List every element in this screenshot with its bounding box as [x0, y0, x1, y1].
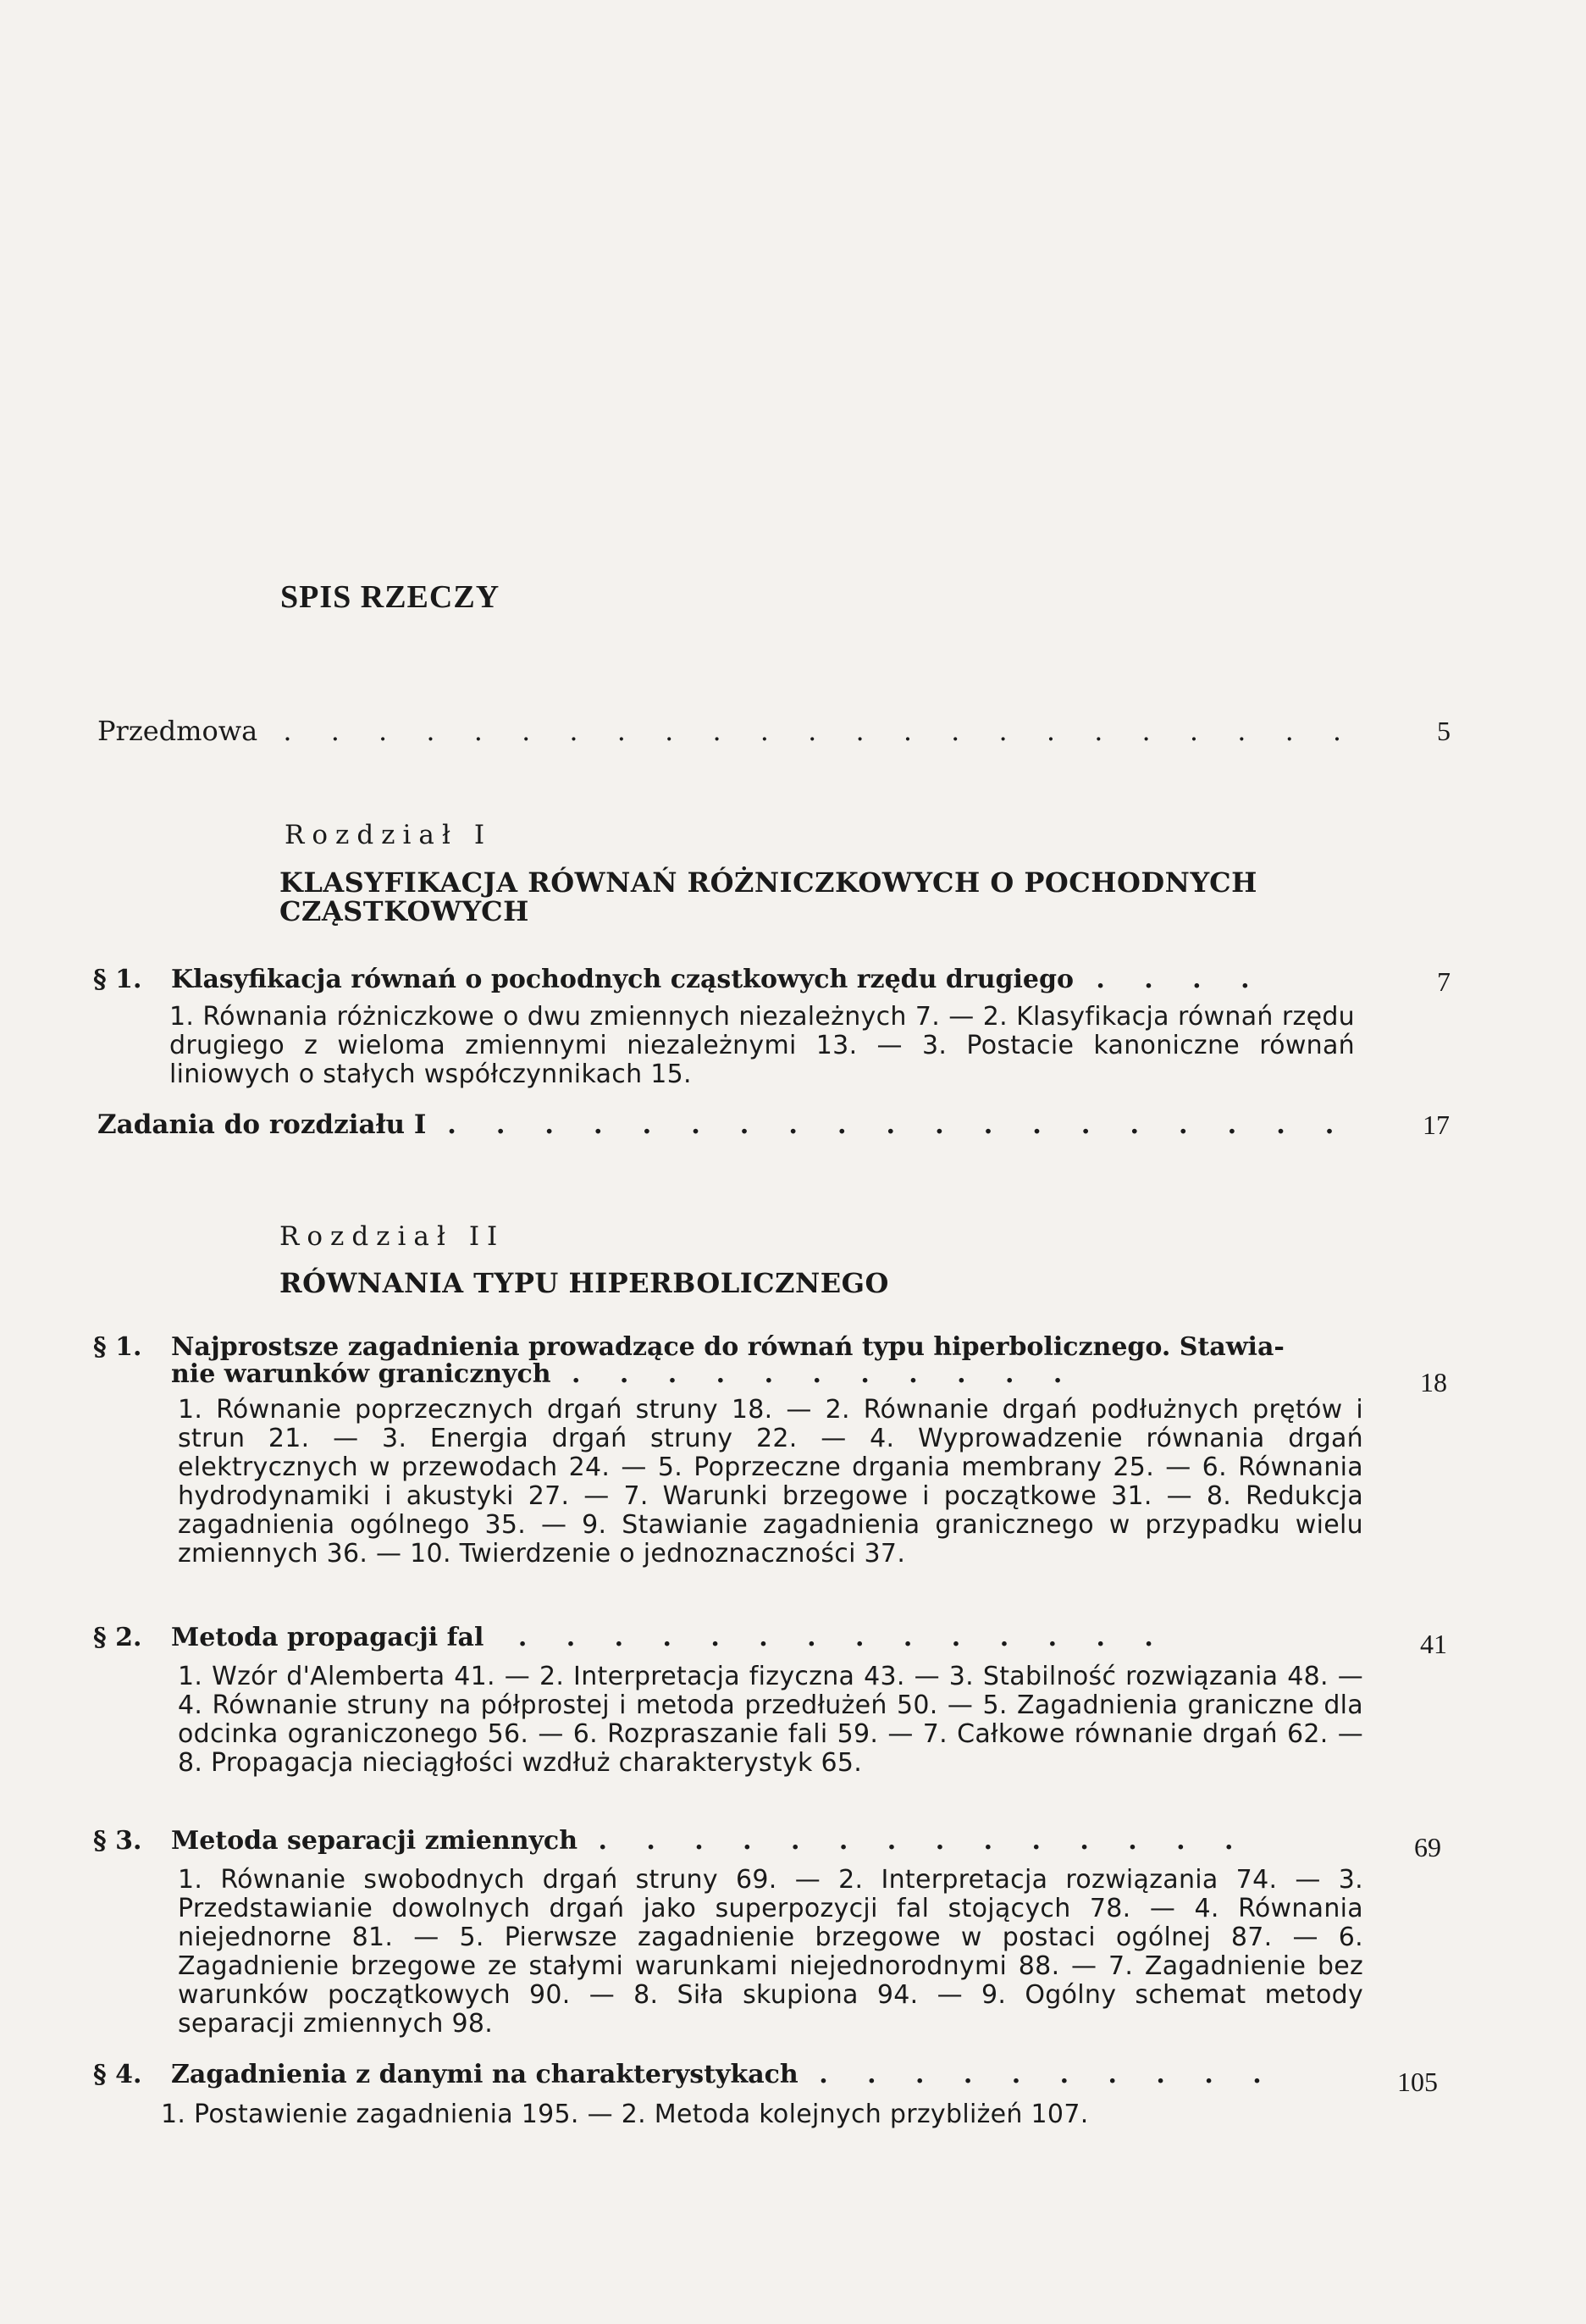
toc-entry-exercises[interactable]	[97, 1109, 1452, 1140]
section-number: § 3.	[93, 1826, 142, 1856]
leader-dots: . . . . . . . . . . . . . . . . . . . . . . .	[283, 715, 1357, 747]
toc-page-number: 7	[1437, 966, 1451, 997]
chapter-label: Rozdział II	[279, 1221, 506, 1252]
toc-section[interactable]	[93, 2061, 1355, 2089]
section-title: Najprostsze zagadnienia prowadzące do równań typu hiperbolicznego. Stawia-	[171, 1332, 1285, 1362]
section-title: Metoda propagacji fal	[171, 1623, 484, 1652]
leader-dots: . . . . . . . . . .	[819, 2060, 1277, 2089]
page-title: SPIS RZECZY	[280, 579, 500, 615]
toc-section[interactable]	[93, 1624, 1355, 1652]
section-number: § 1.	[93, 965, 142, 994]
chapter-title-line: RÓWNANIA TYPU HIPERBOLICZNEGO	[279, 1267, 889, 1299]
toc-section[interactable]	[93, 966, 1355, 993]
toc-page-number: 17	[1423, 1109, 1450, 1140]
chapter-title-line: KLASYFIKACJA RÓWNAŃ RÓŻNICZKOWYCH O POCHODNYCH	[279, 866, 1257, 899]
section-contents: 1. Równania różniczkowe o dwu zmiennych niezależnych 7. — 2. Klasyfikacja równań rzędu drugiego z wieloma zmiennymi niezależnymi 13. — 3. Postacie kanoniczne równań liniowych o stałych współczynnikach 15.	[169, 1002, 1355, 1089]
leader-dots: . . . .	[1096, 965, 1265, 994]
leader-dots: . . . . . . . . . . .	[572, 1359, 1078, 1389]
toc-entry-label: Przedmowa	[97, 715, 258, 747]
section-title: nie warunków granicznych	[171, 1359, 551, 1389]
chapter-title-line: CZĄSTKOWYCH	[279, 895, 529, 927]
toc-entry-label: Zadania do rozdziału I	[97, 1109, 427, 1140]
leader-dots: . . . . . . . . . . . . . . . . . . .	[447, 1109, 1350, 1140]
section-contents: 1. Równanie swobodnych drgań struny 69. — 2. Interpretacja rozwiązania 74. — 3. Przedstawianie dowolnych drgań jako superpozycji fal stojących 78. — 4. Równania niejednorne 81. — 5. Pierwsze zagadnienie brzegowe w postaci ogólnej 87. — 6. Zagadnienie brzegowe ze stałymi warunkami niejednorodnymi 88. — 7. Zagadnienie bez warunków początkowych 90. — 8. Siła skupiona 94. — 9. Ogólny schemat metody separacji zmiennych 98.	[178, 1865, 1363, 2039]
section-title: Metoda separacji zmiennych	[171, 1826, 578, 1856]
section-title: Zagadnienia z danymi na charakterystykach	[171, 2060, 799, 2089]
toc-page-number: 41	[1420, 1629, 1447, 1659]
chapter-label: Rozdział I	[285, 820, 493, 850]
section-contents: 1. Wzór d'Alemberta 41. — 2. Interpretacja fizyczna 43. — 3. Stabilność rozwiązania 48. — 4. Równanie struny na półprostej i metoda przedłużeń 50. — 5. Zagadnienia graniczne dla odcinka ograniczonego 56. — 6. Rozpraszanie fali 59. — 7. Całkowe równanie drgań 62. — 8. Propagacja nieciągłości wzdłuż charakterystyk 65.	[178, 1662, 1363, 1778]
section-contents: 1. Równanie poprzecznych drgań struny 18. — 2. Równanie drgań podłużnych prętów i strun 21. — 3. Energia drgań struny 22. — 4. Wyprowadzenie równania drgań elektrycznych w przewodach 24. — 5. Poprzeczne drgania membrany 25. — 6. Równania hydrodynamiki i akustyki 27. — 7. Warunki brzegowe i początkowe 31. — 8. Redukcja zagadnienia ogólnego 35. — 9. Stawianie zagadnienia granicznego w przypadku wielu zmiennych 36. — 10. Twierdzenie o jednoznaczności 37.	[178, 1395, 1363, 1569]
toc-page-number: 18	[1420, 1367, 1447, 1397]
section-number: § 2.	[93, 1623, 142, 1652]
toc-entry-preface[interactable]	[97, 716, 1452, 746]
toc-page-number: 69	[1414, 1832, 1441, 1862]
leader-dots: . . . . . . . . . . . . . .	[517, 1623, 1169, 1652]
section-number: § 1.	[93, 1332, 142, 1362]
leader-dots: . . . . . . . . . . . . . .	[598, 1826, 1249, 1856]
section-number: § 4.	[93, 2060, 142, 2089]
toc-page-number: 105	[1397, 2067, 1438, 2097]
section-title: Klasyfikacja równań o pochodnych cząstkowych rzędu drugiego	[171, 965, 1074, 994]
toc-section[interactable]	[93, 1334, 1355, 1388]
chapter-title	[279, 868, 1550, 926]
toc-section[interactable]	[93, 1828, 1355, 1855]
section-contents: 1. Postawienie zagadnienia 195. — 2. Metoda kolejnych przybliżeń 107.	[161, 2100, 1089, 2129]
toc-page-number: 5	[1437, 716, 1451, 746]
chapter-title	[279, 1269, 1550, 1298]
